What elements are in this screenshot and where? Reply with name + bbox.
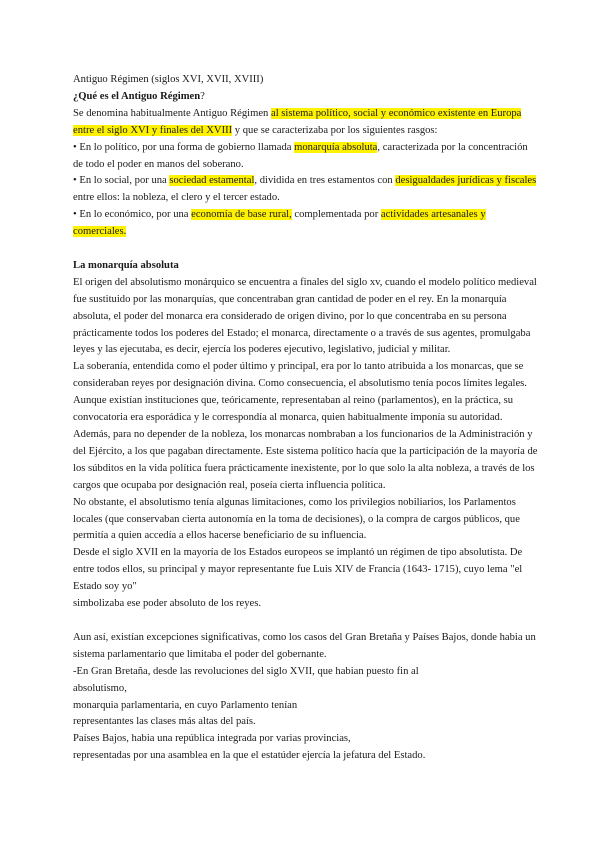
body-line: -En Gran Bretaña, desde las revoluciones del siglo XVII, que habian puesto fin al	[73, 665, 419, 677]
bullet-text: , dividida en tres estamentos con	[254, 175, 396, 187]
body-line: absoluta, el poder del monarca era considerado de origen divino, por lo que concentraba en su persona	[73, 310, 507, 322]
highlight-absolute-monarchy: monarquía absoluta	[294, 141, 378, 153]
definition-line-2	[73, 123, 540, 140]
bullet-text: complementada por	[291, 209, 381, 221]
bullet-text: , caracterizada por la concentración	[377, 141, 528, 153]
body-line: Aunque existían instituciones que, teóricamente, representaban al reino (parlamentos), en la práctica, su	[73, 395, 514, 407]
question-mark: ?	[200, 90, 205, 102]
body-line: La soberanía, entendida como el poder último y principal, era por lo tanto atribuida a los monarcas, que se	[73, 361, 524, 373]
body-line: entre todos ellos, su principal y mayor representante fue Luis XIV de Francia (1643- 1715), cuyo lema "el	[73, 564, 523, 576]
body-line: representadas por una asamblea en la que el estatúder ejercía la jefatura del Estado.	[73, 750, 426, 762]
body-line: absolutismo,	[73, 682, 127, 694]
bullet-political	[73, 140, 540, 157]
body-line: los súbditos en la vida política fuera prácticamente inexistente, por lo que solo la alta nobleza, a través de los	[73, 462, 535, 474]
highlight-period: entre el siglo XVI y finales del XVIII	[73, 124, 233, 136]
document-title: Antiguo Régimen (siglos XVI, XVII, XVIII)	[73, 74, 264, 85]
body-line: leyes y las ejecutaba, es decir, ejercía los poderes ejecutivo, legislativo, judicial y militar.	[73, 344, 451, 356]
bullet-social	[73, 173, 540, 190]
highlight-definition: al sistema político, social y económico existente en Europa	[271, 107, 522, 119]
bullet-economic-line-2	[73, 224, 540, 241]
body-line: monarquia parlamentaria, en cuyo Parlamento tenían	[73, 699, 298, 711]
highlight-estate-society: sociedad estamental	[169, 175, 255, 187]
body-line: Aun así, existían excepciones significativas, como los casos del Gran Bretaña y Países Bajos, donde habia un	[73, 631, 536, 643]
bullet-text: • En lo social, por una	[73, 175, 170, 187]
body-line: fue sustituido por las monarquías, que concentraban gran cantidad de poder en el rey. En la monarquía	[73, 293, 507, 305]
bullet-text: • En lo político, por una forma de gobierno llamada	[73, 141, 295, 153]
bullet-text: • En lo económico, por una	[73, 209, 192, 221]
section-heading: La monarquía absoluta	[73, 259, 179, 271]
body-line: Desde el siglo XVII en la mayoría de los Estados europeos se implantó un régimen de tipo absolutista. De	[73, 547, 523, 559]
body-line: locales (que conservaban cierta autonomía en la toma de decisiones), o la compra de cargos públicos, que	[73, 513, 520, 525]
question-heading	[73, 89, 540, 106]
highlight-inequalities: desigualdades jurídicas y fiscales	[395, 175, 537, 187]
body-line: sistema parlamentario que limitaba el poder del gobernante.	[73, 648, 327, 660]
definition-text-end: y que se caracterizaba por los siguientes rasgos:	[232, 124, 438, 136]
body-line: convocatoria era esporádica y le correspondía al monarca, quien habitualmente imponía su autoridad.	[73, 412, 503, 424]
question-heading-text: ¿Qué es el Antiguo Régimen	[73, 90, 201, 102]
body-paragraphs	[73, 275, 540, 613]
body-line: representantes las clases más altas del país.	[73, 716, 256, 728]
highlight-rural-economy: economía de base rural,	[191, 209, 292, 221]
bullet-economic	[73, 207, 540, 224]
definition-text: Se denomina habitualmente Antiguo Régimen	[73, 107, 272, 119]
body-line: simbolizaba ese poder absoluto de los reyes.	[73, 598, 261, 610]
body-line: Además, para no depender de la nobleza, los monarcas nombraban a los funcionarios de la Administración y	[73, 429, 533, 441]
highlight-crafts: actividades artesanales y	[380, 209, 486, 221]
body-line: permitía a quien accedía a ellos hacerse beneficiario de su influencia.	[73, 530, 367, 542]
spacer	[73, 241, 540, 258]
bullet-social-line-2: entre ellos: la nobleza, el clero y el tercer estado.	[73, 192, 280, 204]
spacer	[73, 613, 540, 630]
exceptions-paragraph	[73, 630, 540, 765]
body-line: prácticamente todos los poderes del Estado; el monarca, directamente o a través de sus agentes, promulgaba	[73, 327, 531, 339]
body-line: del Ejército, a los que pagaban directamente. Este sistema político hacía que la participación de la mayoría de	[73, 445, 538, 457]
body-line: No obstante, el absolutismo tenía algunas limitaciones, como los privilegios nobiliarios, los Parlamentos	[73, 496, 516, 508]
body-line: consideraban reyes por designación divina. Como consecuencia, el absolutismo tenía pocos límites legales.	[73, 378, 527, 390]
highlight-commercial: comerciales.	[73, 226, 127, 238]
definition-line-1	[73, 106, 540, 123]
body-line: cargos que ocupaba por designación real, poseía cierta influencia política.	[73, 479, 386, 491]
body-line: El origen del absolutismo monárquico se encuentra a finales del siglo xv, cuando el modelo político medieval	[73, 276, 537, 288]
bullet-political-line-2: de todo el poder en manos del soberano.	[73, 158, 244, 170]
body-line: Países Bajos, habia una república integrada por varias provincias,	[73, 733, 351, 745]
body-line: Estado soy yo"	[73, 581, 137, 593]
